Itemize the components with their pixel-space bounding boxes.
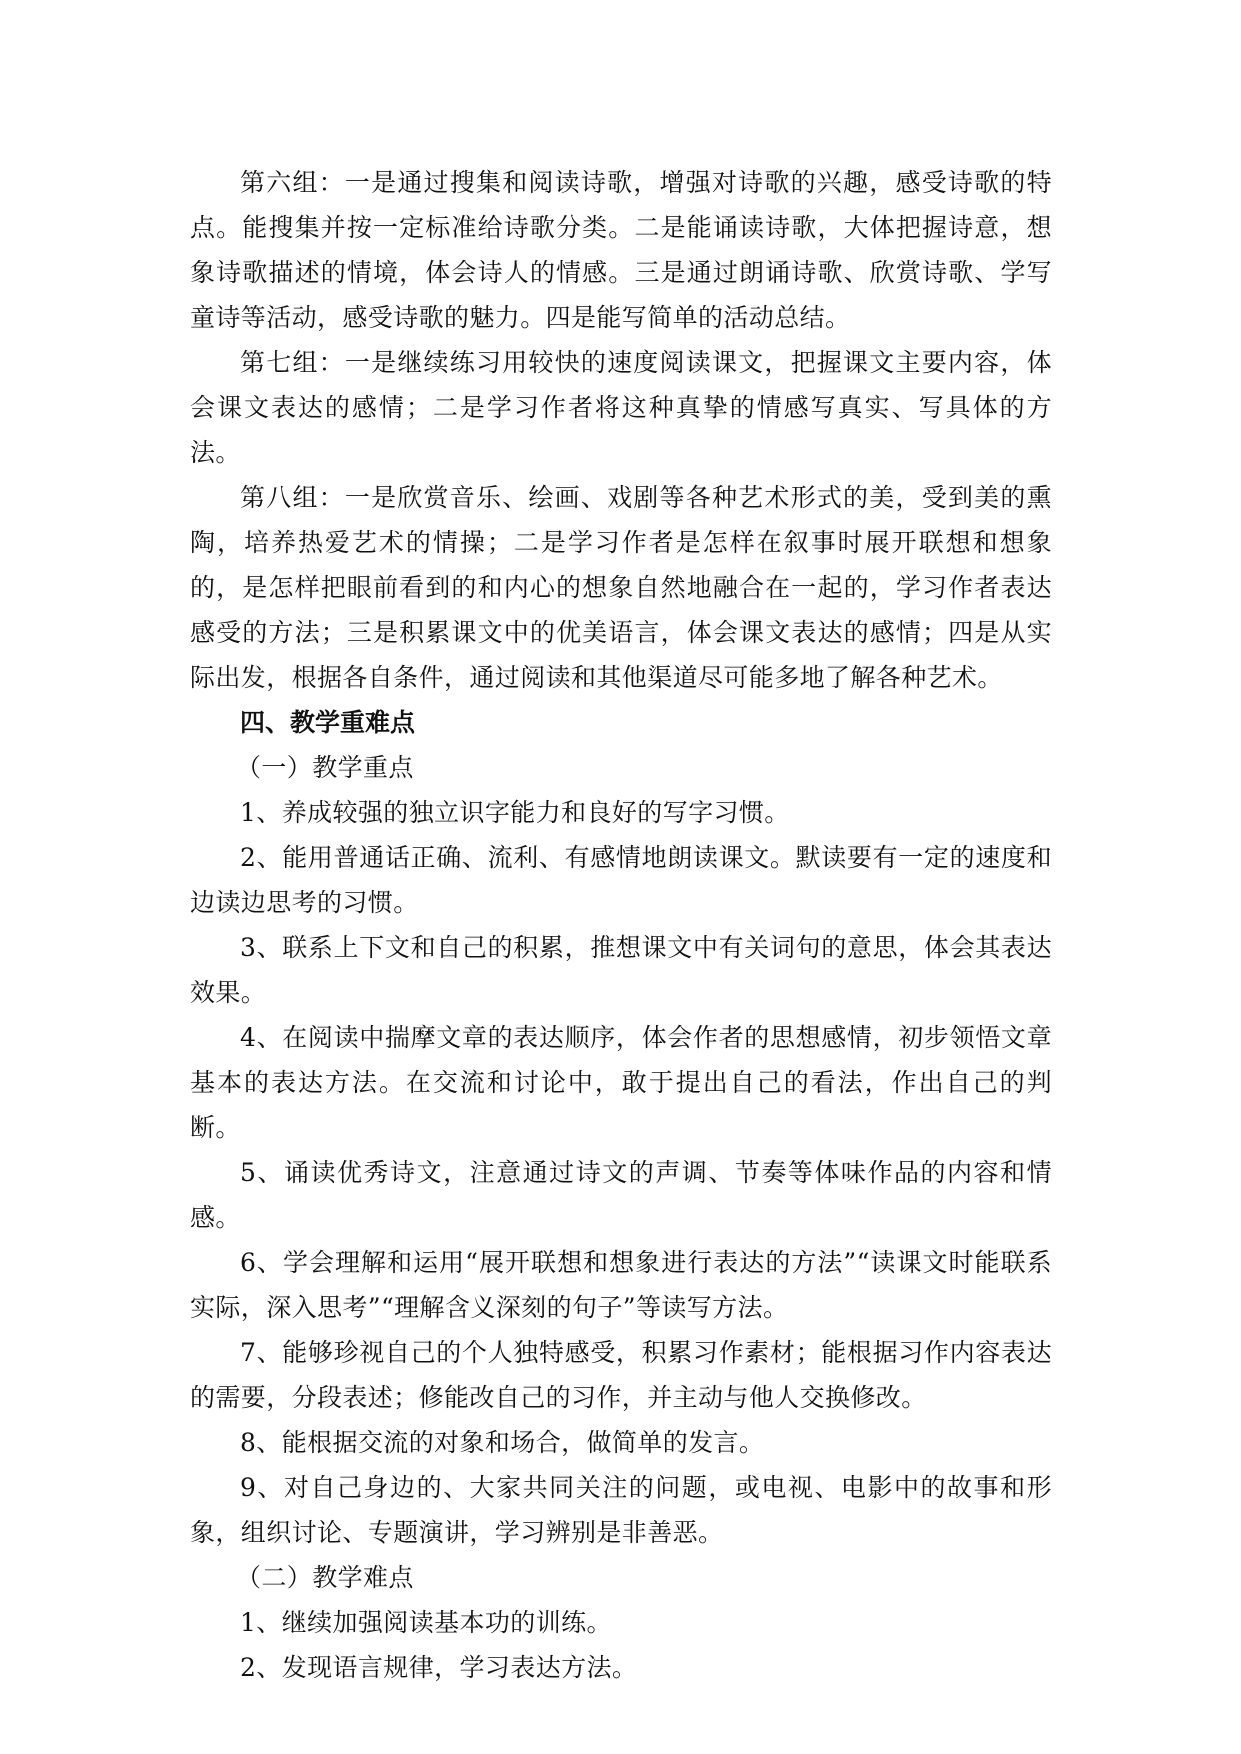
- key-point-item: 5、诵读优秀诗文，注意通过诗文的声调、节奏等体味作品的内容和情感。: [190, 1158, 1052, 1232]
- key-point-item: 1、养成较强的独立识字能力和良好的写字习惯。: [240, 798, 790, 827]
- key-point-item: 7、能够珍视自己的个人独特感受，积累习作素材；能根据习作内容表达的需要，分段表述；修能改自己的习作，并主动与他人交换修改。: [190, 1338, 1052, 1412]
- section-heading-teaching-key-difficult: 四、教学重难点: [240, 708, 416, 737]
- paragraph-group-8: 第八组：一是欣赏音乐、绘画、戏剧等各种艺术形式的美，受到美的熏陶，培养热爱艺术的情操；二是学习作者是怎样在叙事时展开联想和想象的，是怎样把眼前看到的和内心的想象自然地融合在一起的，学习作者表达感受的方法；三是积累课文中的优美语言，体会课文表达的感情；四是从实际出发，根据各自条件，通过阅读和其他渠道尽可能多地了解各种艺术。: [190, 483, 1052, 692]
- key-point-item: 8、能根据交流的对象和场合，做简单的发言。: [240, 1428, 765, 1457]
- difficult-point-item: 1、继续加强阅读基本功的训练。: [240, 1608, 612, 1637]
- document-page: [190, 160, 1052, 1690]
- key-point-item: 9、对自己身边的、大家共同关注的问题，或电视、电影中的故事和形象，组织讨论、专题演讲，学习辨别是非善恶。: [190, 1473, 1052, 1547]
- key-point-item: 3、联系上下文和自己的积累，推想课文中有关词句的意思，体会其表达效果。: [190, 933, 1052, 1007]
- subheading-key-points: （一）教学重点: [236, 753, 414, 782]
- difficult-point-item: 2、发现语言规律，学习表达方法。: [240, 1653, 638, 1682]
- key-point-item: 6、学会理解和运用“展开联想和想象进行表达的方法”“读课文时能联系实际，深入思考”“理解含义深刻的句子”等读写方法。: [190, 1248, 1052, 1322]
- paragraph-group-6: 第六组：一是通过搜集和阅读诗歌，增强对诗歌的兴趣，感受诗歌的特点。能搜集并按一定标准给诗歌分类。二是能诵读诗歌，大体把握诗意，想象诗歌描述的情境，体会诗人的情感。三是通过朗诵诗歌、欣赏诗歌、学写童诗等活动，感受诗歌的魅力。四是能写简单的活动总结。: [190, 168, 1052, 332]
- key-point-item: 2、能用普通话正确、流利、有感情地朗读课文。默读要有一定的速度和边读边思考的习惯。: [190, 843, 1052, 917]
- key-point-item: 4、在阅读中揣摩文章的表达顺序，体会作者的思想感情，初步领悟文章基本的表达方法。在交流和讨论中，敢于提出自己的看法，作出自己的判断。: [190, 1023, 1052, 1142]
- subheading-difficult-points: （二）教学难点: [236, 1563, 414, 1592]
- paragraph-group-7: 第七组：一是继续练习用较快的速度阅读课文，把握课文主要内容，体会课文表达的感情；二是学习作者将这种真挚的情感写真实、写具体的方法。: [190, 348, 1052, 467]
